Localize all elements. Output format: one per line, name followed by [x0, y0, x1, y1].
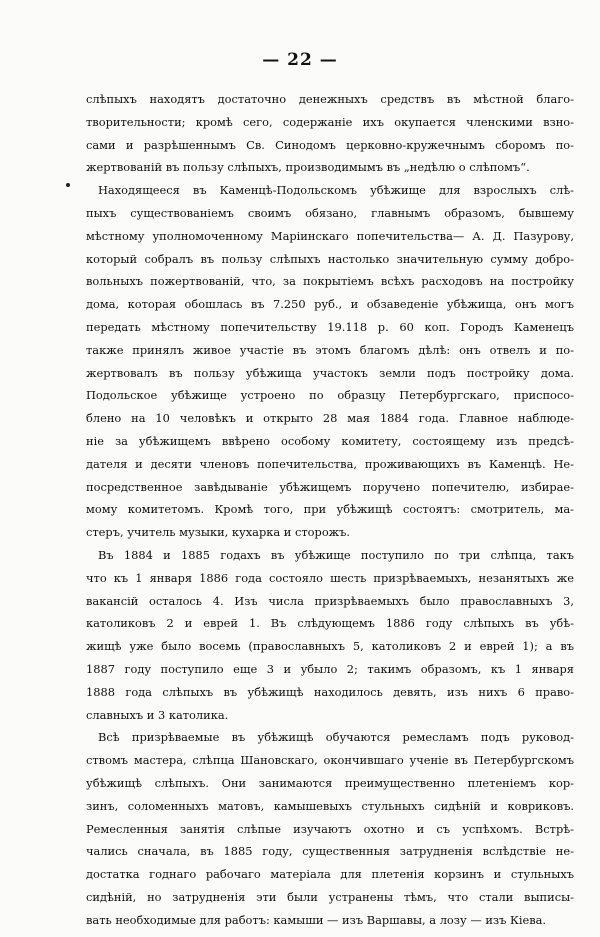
text-line: вать необходимые для работъ: камыши — изъ Варшавы, а лозу — изъ Кіева.: [86, 912, 547, 927]
text-line: зинъ, соломенныхъ матовъ, камышевыхъ стульныхъ сидѣній и ковриковъ.: [86, 798, 574, 813]
text-line: чались сначала, въ 1885 году, существенныя затрудненія вслѣдствіе не-: [86, 844, 574, 859]
text-line: Всѣ призрѣваемые въ убѣжищѣ обучаются ремесламъ подъ руковод-: [98, 730, 574, 745]
text-line: Въ 1884 и 1885 годахъ въ убѣжище поступило по три слѣпца, такъ: [98, 547, 574, 562]
text-line: также принялъ живое участіе въ этомъ благомъ дѣлѣ: онъ отвелъ и по-: [86, 342, 574, 357]
text-line: славныхъ и 3 католика.: [86, 707, 229, 722]
text-line: дома, которая обошлась въ 7.250 руб., и обзаведеніе убѣжища, онъ могъ: [86, 297, 574, 312]
text-line: пыхъ существованіемъ своимъ обязано, главнымъ образомъ, бывшему: [86, 205, 574, 220]
text-line: 1888 года слѣпыхъ въ убѣжищѣ находилось девять, изъ нихъ 6 право-: [86, 684, 574, 699]
text-line: дателя и десяти членовъ попечительства, проживающихъ въ Каменцѣ. Не-: [86, 456, 574, 471]
text-line: что къ 1 января 1886 года состояло шесть призрѣваемыхъ, незанятыхъ же: [86, 570, 574, 585]
text-line: сами и разрѣшеннымъ Св. Синодомъ церковно-кружечнымъ сборомъ по-: [86, 137, 574, 152]
text-line: жертвовалъ въ пользу убѣжища участокъ земли подъ постройку дома.: [86, 365, 574, 380]
text-line: мѣстному уполномоченному Маріинскаго попечительства— А. Д. Пазурову,: [86, 228, 574, 243]
page-number: — 22 —: [262, 50, 338, 70]
text-line: Ремесленныя занятія слѣпые изучаютъ охотно и съ успѣхомъ. Встрѣ-: [86, 821, 574, 836]
text-line: стеръ, учитель музыки, кухарка и сторожъ.: [86, 525, 351, 540]
text-line: передать мѣстному попечительству 19.118 р. 60 коп. Городъ Каменецъ: [86, 319, 574, 334]
margin-mark: [66, 183, 70, 187]
text-line: ствомъ мастера, слѣпца Шановскаго, окончившаго ученіе въ Петербургскомъ: [86, 753, 574, 768]
text-line: мому комитетомъ. Кромѣ того, при убѣжищѣ состоятъ: смотритель, ма-: [86, 502, 574, 517]
text-line: слѣпыхъ находятъ достаточно денежныхъ средствъ въ мѣстной благо-: [86, 92, 574, 106]
text-line: достатка годнаго рабочаго матеріала для плетенія корзинъ и стульныхъ: [86, 867, 574, 882]
text-line: католиковъ 2 и еврей 1. Въ слѣдующемъ 1886 году слѣпыхъ въ убѣ-: [86, 616, 574, 631]
text-line: жертвованій въ пользу слѣпыхъ, производимымъ въ „недѣлю о слѣпомъ“.: [86, 160, 530, 175]
text-line: вольныхъ пожертвованій, что, за покрытіемъ всѣхъ расходовъ на постройку: [86, 274, 574, 289]
text-line: блено на 10 человѣкъ и открыто 28 мая 1884 года. Главное наблюде-: [86, 411, 574, 426]
text-line: убѣжищѣ слѣпыхъ. Они занимаются преимущественно плетеніемъ кор-: [86, 775, 574, 790]
text-line: жищѣ уже было восемь (православныхъ 5, католиковъ 2 и еврей 1); а въ: [86, 639, 574, 654]
text-line: ніе за убѣжищемъ ввѣрено особому комитету, состоящему изъ предсѣ-: [86, 433, 574, 448]
text-line: Подольское убѣжище устроено по образцу Петербургскаго, приспосо-: [86, 388, 574, 403]
body-text: [86, 88, 574, 931]
text-line: Находящееся въ Каменцѣ-Подольскомъ убѣжище для взрослыхъ слѣ-: [98, 183, 574, 198]
text-line: 1887 году поступило еще 3 и убыло 2; такимъ образомъ, къ 1 января: [86, 661, 574, 676]
text-line: творительности; кромѣ сего, содержаніе ихъ окупается членскими взно-: [86, 114, 574, 129]
text-line: вакансій осталось 4. Изъ числа призрѣваемыхъ было православныхъ 3,: [86, 593, 574, 608]
text-line: посредственное завѣдываніе убѣжищемъ поручено попечителю, избирае-: [86, 479, 574, 494]
text-line: который собралъ въ пользу слѣпыхъ настолько значительную сумму добро-: [86, 251, 574, 266]
text-line: сидѣній, но затрудненія эти были устранены тѣмъ, что стали выписы-: [86, 889, 574, 904]
